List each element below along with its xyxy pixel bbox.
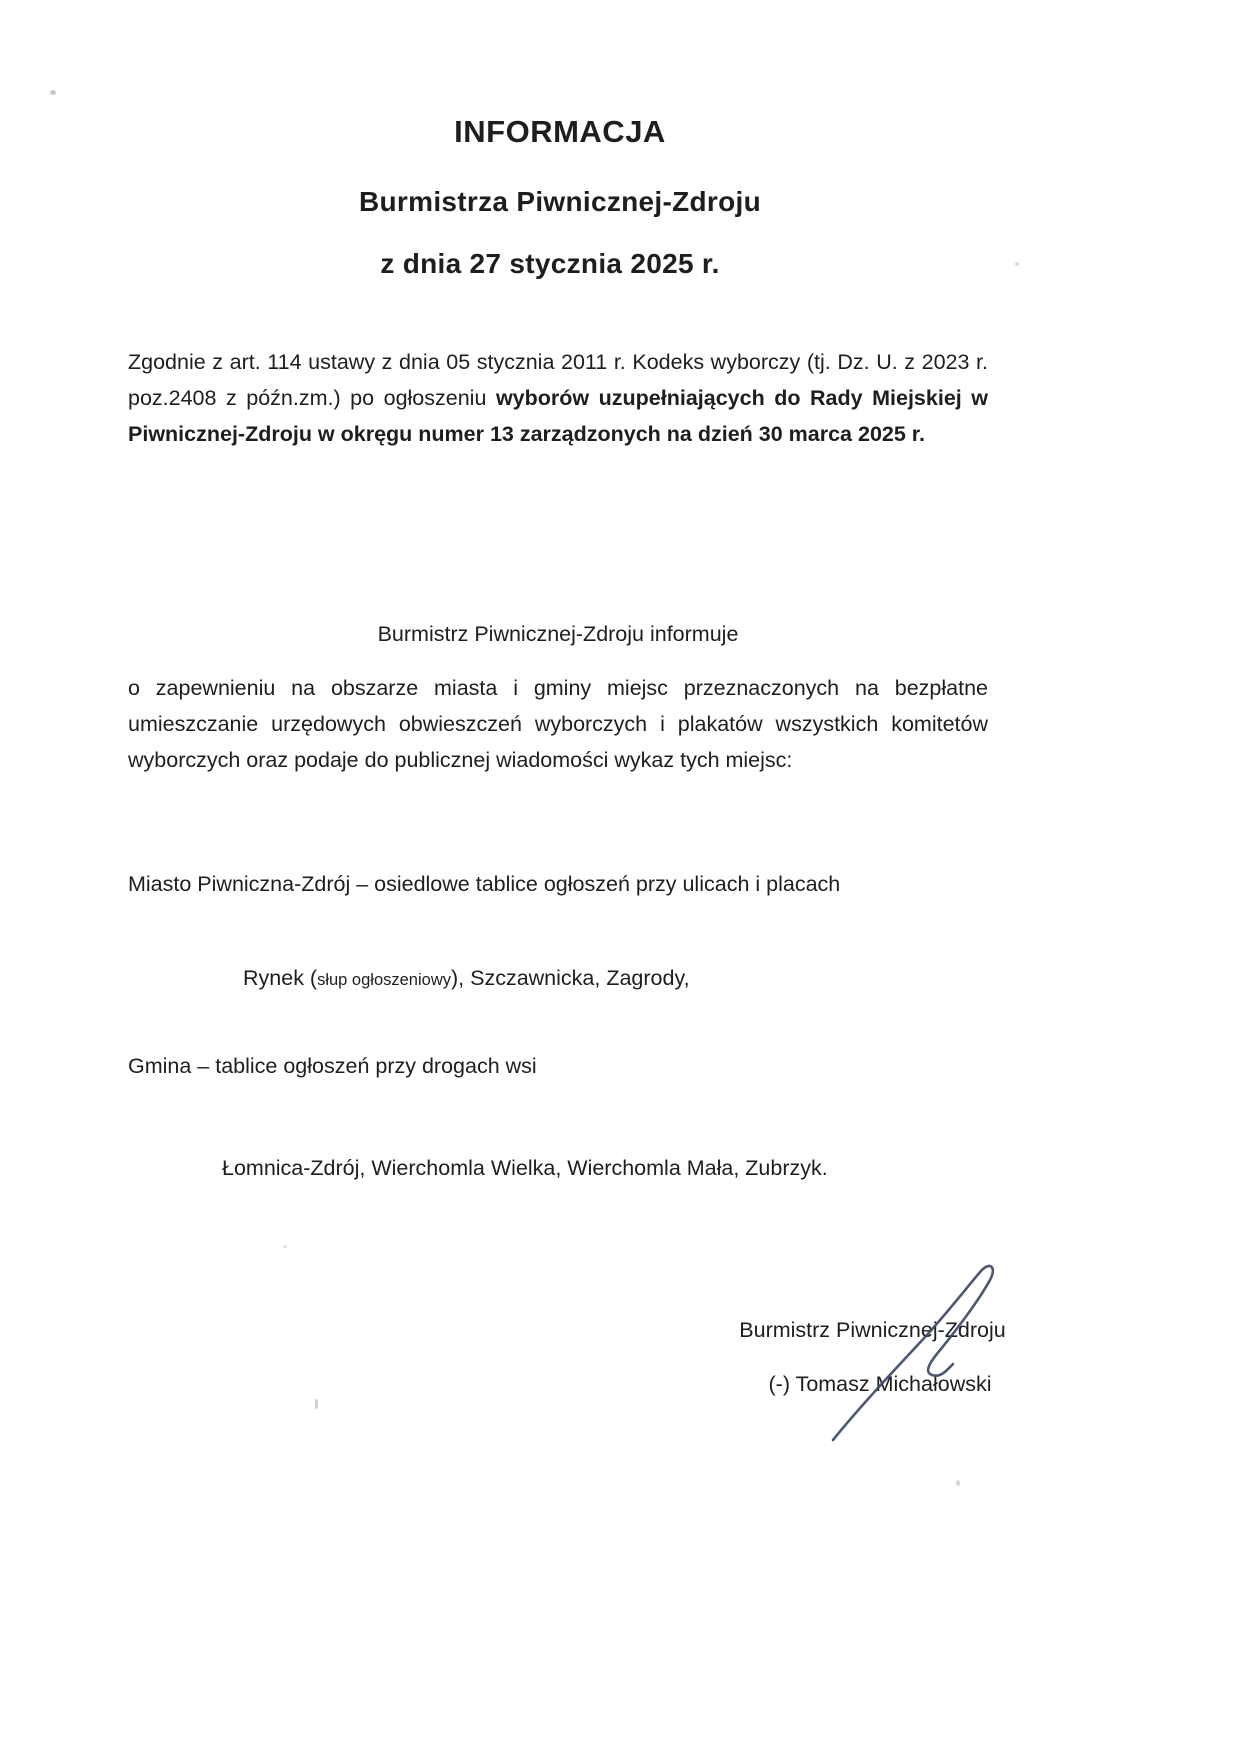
scan-speck [956,1480,960,1486]
rynek-line-prefix: Rynek ( [243,966,318,990]
document-author-line: Burmistrza Piwnicznej-Zdroju [359,186,761,217]
signature-name: (-) Tomasz Michałowski [768,1372,992,1396]
legal-paragraph-normal: Zgodnie z art. 114 ustawy z dnia 05 stycznia 2011 r. Kodeks wyborczy (tj. Dz. U. z 2023 r. poz.2408 z późn.zm.) po ogłoszeniu [128,350,988,410]
announcement-paragraph: o zapewnieniu na obszarze miasta i gminy miejsc przeznaczonych na bezpłatne umieszczanie urzędowych obwieszczeń wyborczych i plakatów wszystkich komitetów wyborczych oraz podaje do publicznej wiadomości wykaz tych miejsc: [128,676,988,772]
rynek-line [243,960,1143,998]
legal-paragraph [128,344,988,452]
rynek-line-suffix: ), Szczawnicka, Zagrody, [451,966,690,990]
informs-line: Burmistrz Piwnicznej-Zdroju informuje [377,622,739,646]
city-line: Miasto Piwniczna-Zdrój – osiedlowe tablice ogłoszeń przy ulicach i placach [128,872,841,896]
document-date-line: z dnia 27 stycznia 2025 r. [380,248,720,279]
scan-speck [50,90,56,95]
rynek-line-small-note: słup ogłoszeniowy [317,971,451,989]
scan-speck [315,1399,318,1409]
gmina-line: Gmina – tablice ogłoszeń przy drogach wsi [128,1054,537,1078]
legal-paragraph-bold: wyborów uzupełniających do Rady Miejskiej w Piwnicznej-Zdroju w okręgu numer 13 zarządzonych na dzień 30 marca 2025 r. [128,386,988,446]
document-title: INFORMACJA [454,114,666,149]
scan-speck [283,1245,287,1248]
signature-title: Burmistrz Piwnicznej-Zdroju [739,1318,1006,1342]
villages-line: Łomnica-Zdrój, Wierchomla Wielka, Wierchomla Mała, Zubrzyk. [222,1156,828,1180]
